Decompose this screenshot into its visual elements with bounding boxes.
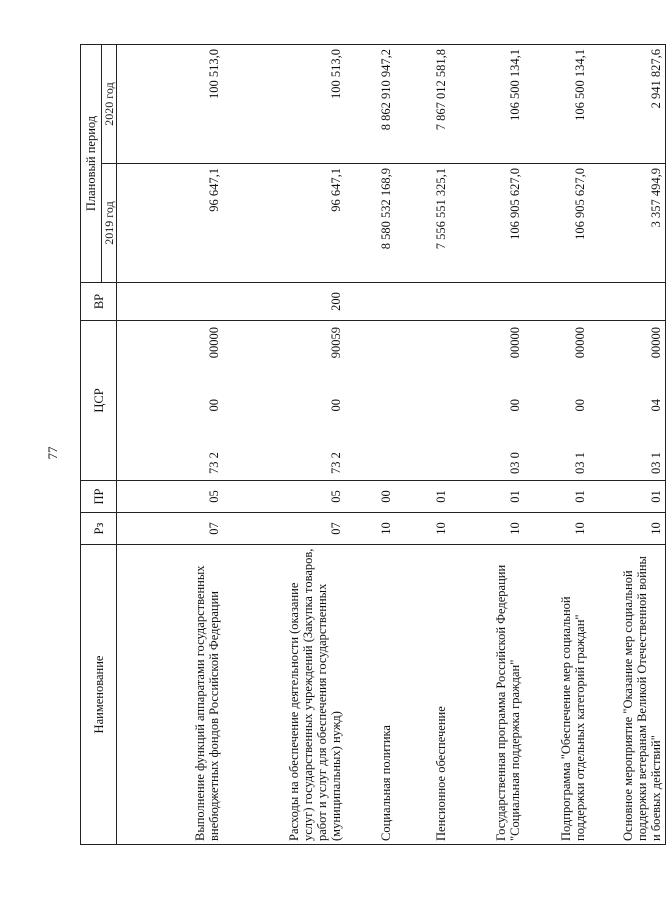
csr-part-1: 03 0 [508, 452, 522, 474]
row-vr [450, 283, 524, 321]
row-csr [345, 321, 395, 481]
row-value-2020: 2 941 827,6 [589, 44, 666, 163]
row-pr: 05 [117, 481, 224, 513]
row-pr: 05 [223, 481, 345, 513]
table-row [223, 44, 345, 844]
row-value-2020: 106 500 134,1 [524, 44, 589, 163]
row-value-2020: 106 500 134,1 [450, 44, 524, 163]
row-rz: 10 [589, 513, 666, 545]
table-row [395, 44, 450, 844]
row-csr [589, 321, 666, 481]
row-rz: 10 [395, 513, 450, 545]
row-name: Пенсионное обеспечение [395, 545, 450, 845]
csr-part-3: 00000 [649, 327, 663, 359]
row-value-2019: 8 580 532 168,9 [345, 164, 395, 283]
table-row [345, 44, 395, 844]
table-row [589, 44, 666, 844]
row-value-2019: 106 905 627,0 [450, 164, 524, 283]
csr-part-3: 00000 [207, 327, 221, 359]
row-value-2020: 7 867 012 581,8 [395, 44, 450, 163]
budget-table-sheet [80, 45, 663, 845]
row-value-2020: 100 513,0 [117, 44, 224, 163]
col-header-name: Наименование [81, 545, 117, 845]
col-header-pr: ПР [81, 481, 117, 513]
row-name: Расходы на обеспечение деятельности (оказание услуг) государственных учреждений (Закупка товаров, работ и услуг для обеспечения государственных (муниципальных) нужд) [223, 545, 345, 845]
csr-part-1: 73 2 [329, 452, 343, 474]
table-row [117, 44, 224, 844]
row-vr [345, 283, 395, 321]
row-csr [524, 321, 589, 481]
row-csr [395, 321, 450, 481]
col-header-planned-period: Плановый период [81, 44, 102, 282]
row-name: Государственная программа Российской Федерации "Социальная поддержка граждан" [450, 545, 524, 845]
row-value-2019: 106 905 627,0 [524, 164, 589, 283]
row-pr: 01 [450, 481, 524, 513]
col-header-rz: Рз [81, 513, 117, 545]
row-value-2020: 8 862 910 947,2 [345, 44, 395, 163]
row-vr: 200 [223, 283, 345, 321]
row-vr [395, 283, 450, 321]
row-value-2019: 96 647,1 [223, 164, 345, 283]
col-header-csr: ЦСР [81, 321, 117, 481]
row-value-2020: 100 513,0 [223, 44, 345, 163]
csr-part-1: 03 1 [573, 452, 587, 474]
csr-part-2: 00 [573, 398, 587, 412]
row-vr [117, 283, 224, 321]
row-vr [589, 283, 666, 321]
row-pr: 01 [395, 481, 450, 513]
csr-part-1: 73 2 [207, 452, 221, 474]
budget-table [80, 44, 666, 845]
row-pr: 00 [345, 481, 395, 513]
row-pr: 01 [524, 481, 589, 513]
row-name: Подпрограмма "Обеспечение мер социальной поддержки отдельных категорий граждан" [524, 545, 589, 845]
col-header-year-2020: 2020 год [102, 44, 117, 163]
row-rz: 10 [524, 513, 589, 545]
csr-part-2: 04 [649, 398, 663, 412]
table-row [450, 44, 524, 844]
row-rz: 07 [117, 513, 224, 545]
row-name: Выполнение функций аппаратами государственных внебюджетных фондов Российской Федерации [117, 545, 224, 845]
col-header-year-2019: 2019 год [102, 164, 117, 283]
row-rz: 10 [345, 513, 395, 545]
csr-part-2: 00 [207, 398, 221, 412]
csr-part-1: 03 1 [649, 452, 663, 474]
row-name: Основное мероприятие "Оказание мер социальной поддержки ветеранам Великой Отечественной войны и боевых действий" [589, 545, 666, 845]
row-rz: 07 [223, 513, 345, 545]
page-number: 77 [45, 446, 60, 460]
csr-part-3: 00000 [573, 327, 587, 359]
csr-part-3: 00000 [508, 327, 522, 359]
row-csr [450, 321, 524, 481]
row-pr: 01 [589, 481, 666, 513]
row-csr [117, 321, 224, 481]
row-value-2019: 96 647,1 [117, 164, 224, 283]
csr-part-3: 90059 [329, 327, 343, 359]
csr-part-2: 00 [508, 398, 522, 412]
row-csr [223, 321, 345, 481]
table-row [524, 44, 589, 844]
row-name: Социальная политика [345, 545, 395, 845]
col-header-vr: ВР [81, 283, 117, 321]
row-vr [524, 283, 589, 321]
row-rz: 10 [450, 513, 524, 545]
row-value-2019: 7 556 551 325,1 [395, 164, 450, 283]
csr-part-2: 00 [329, 398, 343, 412]
row-value-2019: 3 357 494,9 [589, 164, 666, 283]
